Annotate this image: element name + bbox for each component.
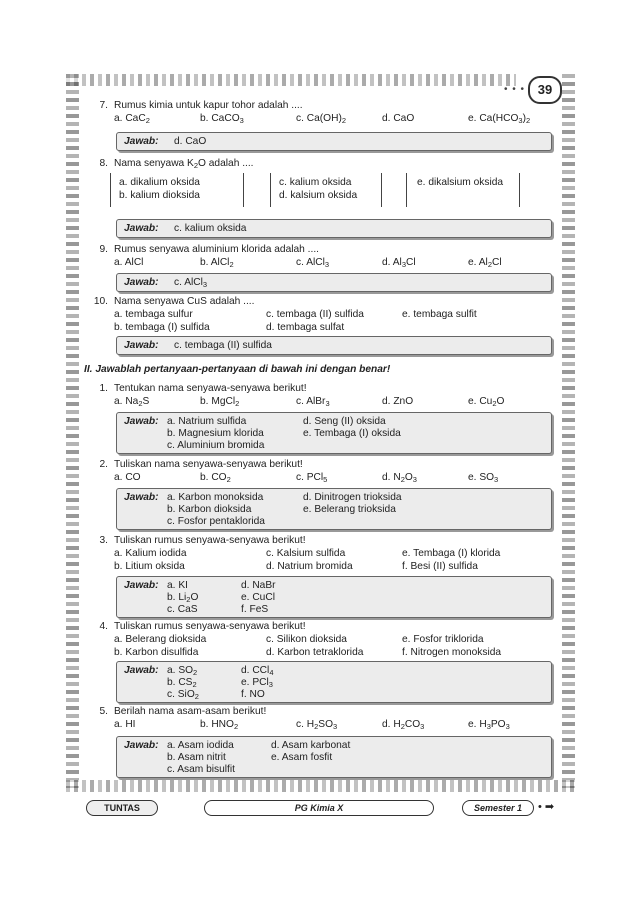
- answer-text: b. Karbon dioksida: [167, 504, 252, 515]
- option: a. CaC$_2$: [114, 113, 150, 125]
- item: f. Nitrogen monoksida: [402, 647, 502, 658]
- question-text: Berilah nama asam-asam berikut!: [114, 706, 267, 717]
- option-box-1: [110, 173, 244, 207]
- answer-label: Jawab:: [124, 277, 159, 288]
- answer-box: [116, 576, 552, 618]
- option: b. CaCO$_3$: [200, 113, 244, 125]
- item: d. ZnO: [382, 396, 414, 407]
- answer-text: a. KI: [167, 580, 188, 591]
- item: b. $HNO_2$: [200, 719, 239, 731]
- option: d. tembaga sulfat: [266, 322, 345, 333]
- section-heading: II. Jawablah pertanyaan-pertanyaan di bawah ini dengan benar!: [84, 364, 391, 375]
- question-text: Tentukan nama senyawa-senyawa berikut!: [114, 383, 307, 394]
- item: e. Tembaga (I) klorida: [402, 548, 501, 559]
- answer-box: [116, 661, 552, 703]
- question-number: 5.: [99, 706, 108, 717]
- option: e. $Al_2Cl$: [468, 257, 502, 269]
- answer-label: Jawab:: [124, 416, 159, 427]
- question-number: 2.: [99, 459, 108, 470]
- answer-text: d. CCl$_4$: [241, 665, 274, 677]
- answer-label: Jawab:: [124, 580, 159, 591]
- answer-label: Jawab:: [124, 492, 159, 503]
- option: d. $Al_3Cl$: [382, 257, 416, 269]
- decorative-border-left: [66, 74, 79, 788]
- answer-label: Jawab:: [124, 665, 159, 676]
- answer-text: c. Aluminium bromida: [167, 440, 265, 451]
- option: a. tembaga sulfur: [114, 309, 193, 320]
- question-number: 3.: [99, 535, 108, 546]
- answer-text: c. SiO$_2$: [167, 689, 199, 701]
- answer-text: e. Belerang trioksida: [303, 504, 396, 515]
- answer-box: [116, 336, 552, 355]
- question-text: Tuliskan nama senyawa-senyawa berikut!: [114, 459, 303, 470]
- item: b. Karbon disulfida: [114, 647, 199, 658]
- answer-text: c. CaS: [167, 604, 198, 615]
- option: a. dikalium oksida: [119, 177, 200, 188]
- question-number: 9.: [99, 244, 108, 255]
- footer-semester: Semester 1: [462, 800, 534, 816]
- answer-text: c. Asam bisulfit: [167, 764, 235, 775]
- item: a. Kalium iodida: [114, 548, 187, 559]
- decorative-border-top: [66, 74, 516, 86]
- item: e. $Cu_2O$: [468, 396, 505, 408]
- item: d. Karbon tetraklorida: [266, 647, 364, 658]
- answer-text: a. Natrium sulfida: [167, 416, 247, 427]
- answer-text: d. Seng (II) oksida: [303, 416, 386, 427]
- answer-text: e. CuCl: [241, 592, 275, 603]
- option: e. tembaga sulfit: [402, 309, 477, 320]
- option: d. kalsium oksida: [279, 190, 358, 201]
- option: d. CaO: [382, 113, 415, 124]
- answer-label: Jawab:: [124, 340, 159, 351]
- answer-text: b. $Li_2O$: [167, 592, 199, 604]
- option: e. dikalsium oksida: [417, 177, 504, 188]
- option: e. $Ca(HCO_3)_2$: [468, 113, 531, 125]
- answer-box: [116, 219, 552, 238]
- option: a. AlCl: [114, 257, 144, 268]
- option-box-2: [270, 173, 382, 207]
- option: c. AlCl$_3$: [296, 257, 330, 269]
- answer-text: c. kalium oksida: [174, 223, 247, 234]
- footer-title: PG Kimia X: [204, 800, 434, 816]
- item: c. Silikon dioksida: [266, 634, 347, 645]
- item: d. $N_2O_3$: [382, 472, 417, 484]
- question-number: 1.: [99, 383, 108, 394]
- page-footer: [76, 798, 564, 818]
- item: a. HI: [114, 719, 136, 730]
- answer-text: c. AlCl$_3$: [174, 277, 208, 289]
- item: b. Litium oksida: [114, 561, 185, 572]
- answer-text: f. NO: [241, 689, 265, 700]
- question-number: 10.: [93, 296, 108, 307]
- decorative-border-right: [562, 74, 575, 788]
- question-text: Nama senyawa $K_2O$ adalah ....: [114, 158, 254, 170]
- question-text: Rumus senyawa aluminium klorida adalah ....: [114, 244, 319, 255]
- item: d. $H_2CO_3$: [382, 719, 425, 731]
- answer-text: d. Asam karbonat: [271, 740, 351, 751]
- item: b. MgCl$_2$: [200, 396, 240, 408]
- answer-label: Jawab:: [124, 740, 159, 751]
- option: b. kalium dioksida: [119, 190, 200, 201]
- item: c. $H_2SO_3$: [296, 719, 338, 731]
- question-number: 7.: [99, 100, 108, 111]
- option: b. AlCl$_2$: [200, 257, 234, 269]
- answer-text: b. $CS_2$: [167, 677, 197, 689]
- item: e. Fosfor triklorida: [402, 634, 484, 645]
- item: a. $Na_2S$: [114, 396, 150, 408]
- answer-text: a. Karbon monoksida: [167, 492, 264, 503]
- answer-label: Jawab:: [124, 223, 159, 234]
- question-text: Tuliskan rumus senyawa-senyawa berikut!: [114, 621, 306, 632]
- question-text: Nama senyawa CuS adalah ....: [114, 296, 255, 307]
- item: b. $CO_2$: [200, 472, 231, 484]
- answer-text: c. Fosfor pentaklorida: [167, 516, 265, 527]
- item: e. $SO_3$: [468, 472, 499, 484]
- item: f. Besi (II) sulfida: [402, 561, 478, 572]
- question-number: 8.: [99, 158, 108, 169]
- item: a. Belerang dioksida: [114, 634, 207, 645]
- answer-text: b. Asam nitrit: [167, 752, 226, 763]
- footer-tuntas-badge: TUNTAS: [86, 800, 158, 816]
- decorative-border-bottom: [66, 780, 575, 792]
- option: b. tembaga (I) sulfida: [114, 322, 210, 333]
- answer-text: e. Tembaga (I) oksida: [303, 428, 401, 439]
- question-number: 4.: [99, 621, 108, 632]
- answer-text: a. $SO_2$: [167, 665, 198, 677]
- page-number: 39: [528, 76, 562, 104]
- answer-text: f. FeS: [241, 604, 269, 615]
- option: c. kalium oksida: [279, 177, 352, 188]
- answer-text: e. Asam fosfit: [271, 752, 333, 763]
- answer-box: [116, 488, 552, 530]
- arrow-right-icon: • ➡: [538, 801, 555, 813]
- option: c. tembaga (II) sulfida: [266, 309, 364, 320]
- answer-box: [116, 736, 552, 778]
- answer-text: d. NaBr: [241, 580, 276, 591]
- dots-decoration: • • •: [504, 84, 526, 95]
- answer-text: e. PCl$_3$: [241, 677, 273, 689]
- question-text: Tuliskan rumus senyawa-senyawa berikut!: [114, 535, 306, 546]
- option-box-3: [406, 173, 520, 207]
- item: c. AlBr$_3$: [296, 396, 330, 408]
- answer-text: c. tembaga (II) sulfida: [174, 340, 272, 351]
- answer-text: d. CaO: [174, 136, 207, 147]
- item: d. Natrium bromida: [266, 561, 353, 572]
- item: e. $H_3PO_3$: [468, 719, 510, 731]
- answer-text: d. Dinitrogen trioksida: [303, 492, 402, 503]
- answer-box: [116, 273, 552, 292]
- item: a. CO: [114, 472, 141, 483]
- answer-text: b. Magnesium klorida: [167, 428, 264, 439]
- answer-label: Jawab:: [124, 136, 159, 147]
- option: c. $Ca(OH)_2$: [296, 113, 347, 125]
- item: c. PCl$_5$: [296, 472, 328, 484]
- answer-box: [116, 412, 552, 454]
- question-text: Rumus kimia untuk kapur tohor adalah ....: [114, 100, 303, 111]
- answer-text: a. Asam iodida: [167, 740, 234, 751]
- item: c. Kalsium sulfida: [266, 548, 346, 559]
- answer-box: [116, 132, 552, 151]
